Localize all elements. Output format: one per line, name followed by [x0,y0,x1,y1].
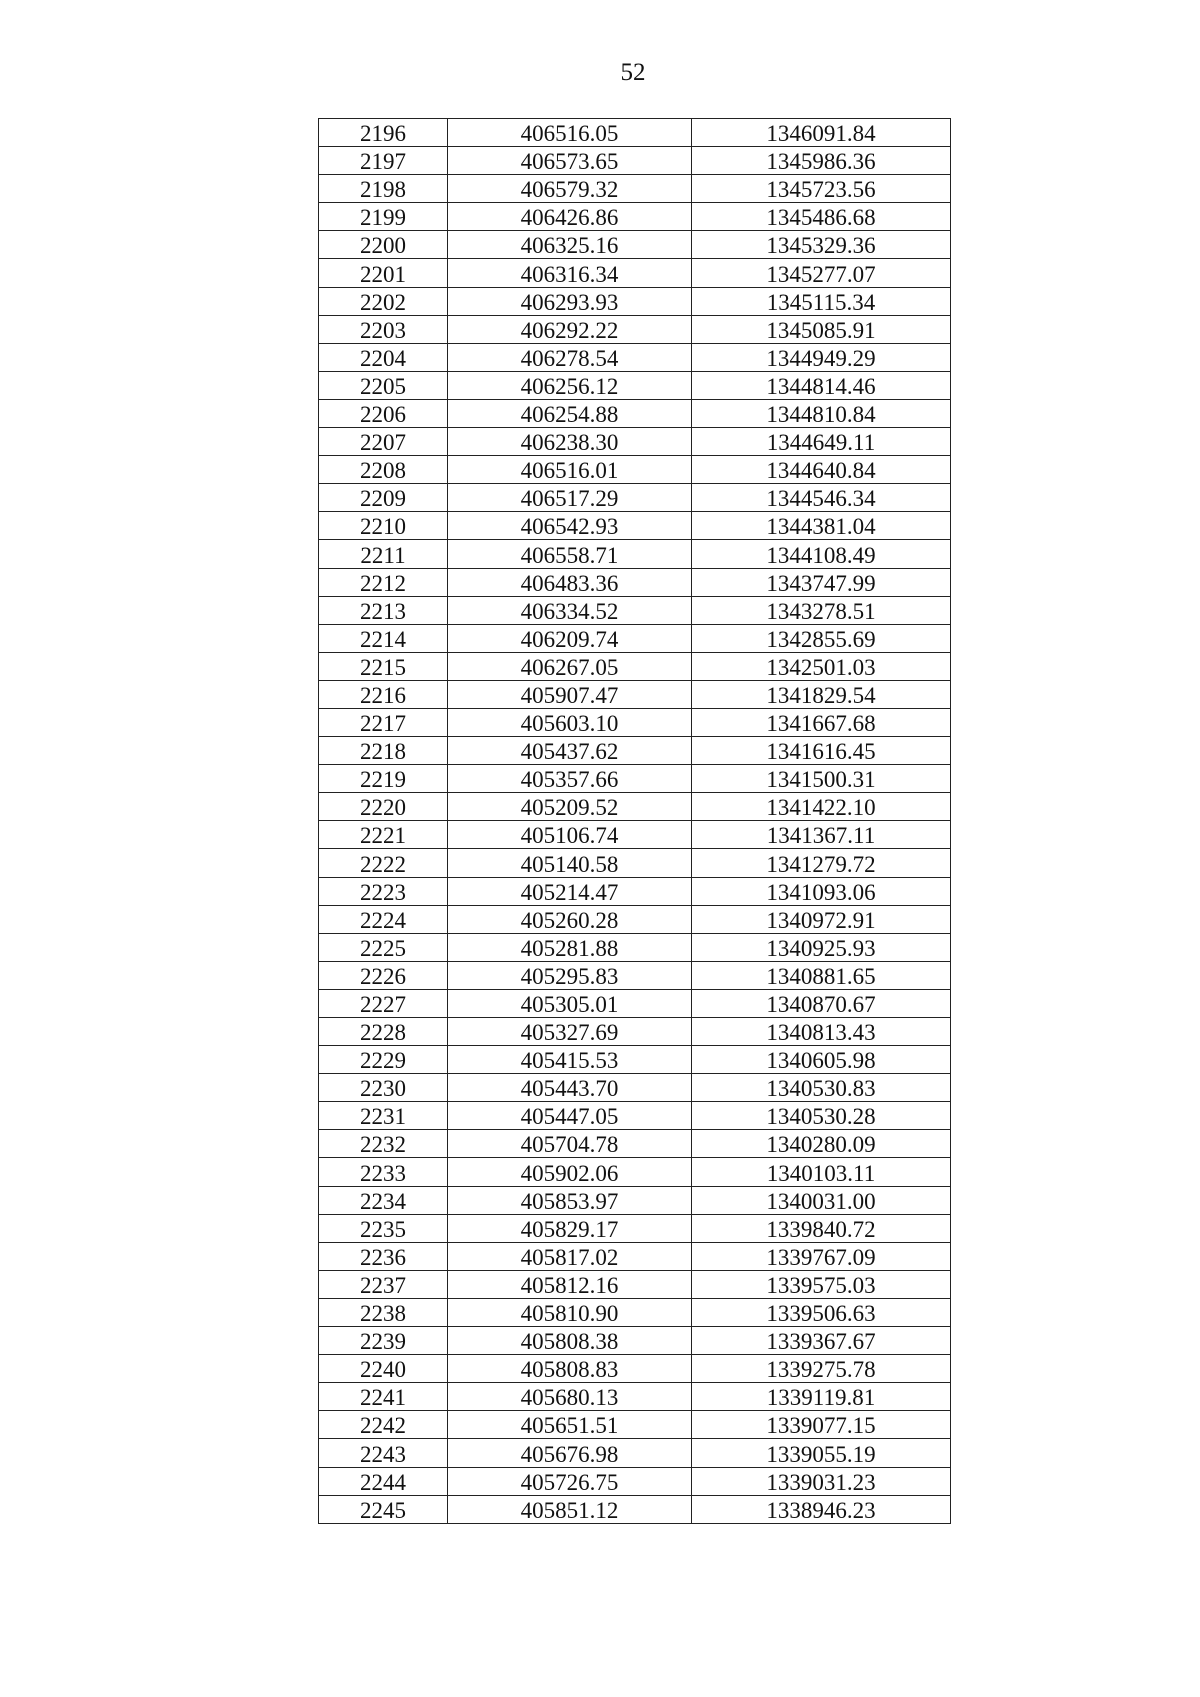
coordinates-table [318,118,951,1524]
x-coordinate-cell: 405447.05 [448,1102,692,1130]
y-coordinate-cell: 1341367.11 [692,821,951,849]
point-number-cell: 2218 [319,737,448,765]
x-coordinate-cell: 406517.29 [448,484,692,512]
y-coordinate-cell: 1339840.72 [692,1214,951,1242]
point-number-cell: 2222 [319,849,448,877]
table-row [319,905,951,933]
x-coordinate-cell: 405817.02 [448,1242,692,1270]
x-coordinate-cell: 405907.47 [448,680,692,708]
y-coordinate-cell: 1344546.34 [692,484,951,512]
x-coordinate-cell: 406267.05 [448,652,692,680]
table-row [319,1102,951,1130]
x-coordinate-cell: 405851.12 [448,1495,692,1523]
y-coordinate-cell: 1345329.36 [692,231,951,259]
y-coordinate-cell: 1339055.19 [692,1439,951,1467]
x-coordinate-cell: 406426.86 [448,203,692,231]
point-number-cell: 2204 [319,343,448,371]
point-number-cell: 2231 [319,1102,448,1130]
x-coordinate-cell: 405295.83 [448,961,692,989]
x-coordinate-cell: 405260.28 [448,905,692,933]
table-row [319,849,951,877]
table-row [319,1214,951,1242]
table-row [319,1074,951,1102]
y-coordinate-cell: 1340870.67 [692,989,951,1017]
point-number-cell: 2238 [319,1298,448,1326]
point-number-cell: 2232 [319,1130,448,1158]
table-row [319,119,951,147]
point-number-cell: 2239 [319,1327,448,1355]
table-row [319,1046,951,1074]
page-number: 52 [620,59,646,86]
x-coordinate-cell: 405106.74 [448,821,692,849]
point-number-cell: 2233 [319,1158,448,1186]
table-row [319,652,951,680]
table-row [319,821,951,849]
point-number-cell: 2213 [319,596,448,624]
x-coordinate-cell: 405651.51 [448,1411,692,1439]
y-coordinate-cell: 1340280.09 [692,1130,951,1158]
y-coordinate-cell: 1340103.11 [692,1158,951,1186]
y-coordinate-cell: 1339575.03 [692,1270,951,1298]
point-number-cell: 2206 [319,399,448,427]
point-number-cell: 2209 [319,484,448,512]
y-coordinate-cell: 1345986.36 [692,147,951,175]
y-coordinate-cell: 1344640.84 [692,456,951,484]
table-row [319,456,951,484]
y-coordinate-cell: 1339506.63 [692,1298,951,1326]
x-coordinate-cell: 405812.16 [448,1270,692,1298]
y-coordinate-cell: 1341093.06 [692,877,951,905]
x-coordinate-cell: 406579.32 [448,175,692,203]
table-row [319,1327,951,1355]
point-number-cell: 2200 [319,231,448,259]
point-number-cell: 2225 [319,933,448,961]
table-row [319,1495,951,1523]
table-row [319,737,951,765]
point-number-cell: 2216 [319,680,448,708]
point-number-cell: 2207 [319,428,448,456]
point-number-cell: 2196 [319,119,448,147]
x-coordinate-cell: 405415.53 [448,1046,692,1074]
table-row [319,1439,951,1467]
x-coordinate-cell: 405808.38 [448,1327,692,1355]
y-coordinate-cell: 1344814.46 [692,371,951,399]
y-coordinate-cell: 1343747.99 [692,568,951,596]
table-row [319,568,951,596]
table-row [319,315,951,343]
table-row [319,961,951,989]
point-number-cell: 2245 [319,1495,448,1523]
x-coordinate-cell: 405902.06 [448,1158,692,1186]
table-row [319,484,951,512]
point-number-cell: 2215 [319,652,448,680]
table-row [319,231,951,259]
point-number-cell: 2244 [319,1467,448,1495]
table-row [319,1158,951,1186]
point-number-cell: 2224 [319,905,448,933]
x-coordinate-cell: 406516.01 [448,456,692,484]
y-coordinate-cell: 1345277.07 [692,259,951,287]
x-coordinate-cell: 405281.88 [448,933,692,961]
x-coordinate-cell: 406542.93 [448,512,692,540]
point-number-cell: 2230 [319,1074,448,1102]
point-number-cell: 2223 [319,877,448,905]
x-coordinate-cell: 405327.69 [448,1018,692,1046]
x-coordinate-cell: 406292.22 [448,315,692,343]
y-coordinate-cell: 1340530.28 [692,1102,951,1130]
point-number-cell: 2226 [319,961,448,989]
y-coordinate-cell: 1340031.00 [692,1186,951,1214]
table-row [319,1186,951,1214]
y-coordinate-cell: 1340530.83 [692,1074,951,1102]
x-coordinate-cell: 406325.16 [448,231,692,259]
point-number-cell: 2208 [319,456,448,484]
point-number-cell: 2202 [319,287,448,315]
table-row [319,1355,951,1383]
point-number-cell: 2242 [319,1411,448,1439]
table-row [319,765,951,793]
table-row [319,708,951,736]
x-coordinate-cell: 405808.83 [448,1355,692,1383]
y-coordinate-cell: 1339767.09 [692,1242,951,1270]
y-coordinate-cell: 1339275.78 [692,1355,951,1383]
table-row [319,793,951,821]
x-coordinate-cell: 406316.34 [448,259,692,287]
point-number-cell: 2236 [319,1242,448,1270]
table-row [319,877,951,905]
x-coordinate-cell: 405357.66 [448,765,692,793]
point-number-cell: 2210 [319,512,448,540]
x-coordinate-cell: 405214.47 [448,877,692,905]
x-coordinate-cell: 405140.58 [448,849,692,877]
y-coordinate-cell: 1344649.11 [692,428,951,456]
x-coordinate-cell: 405676.98 [448,1439,692,1467]
point-number-cell: 2229 [319,1046,448,1074]
x-coordinate-cell: 405726.75 [448,1467,692,1495]
x-coordinate-cell: 406483.36 [448,568,692,596]
y-coordinate-cell: 1345723.56 [692,175,951,203]
point-number-cell: 2240 [319,1355,448,1383]
y-coordinate-cell: 1345085.91 [692,315,951,343]
x-coordinate-cell: 406334.52 [448,596,692,624]
point-number-cell: 2205 [319,371,448,399]
table-row [319,1242,951,1270]
point-number-cell: 2243 [319,1439,448,1467]
point-number-cell: 2234 [319,1186,448,1214]
table-row [319,1298,951,1326]
table-row [319,343,951,371]
y-coordinate-cell: 1343278.51 [692,596,951,624]
table-row [319,596,951,624]
point-number-cell: 2220 [319,793,448,821]
y-coordinate-cell: 1341279.72 [692,849,951,877]
point-number-cell: 2212 [319,568,448,596]
table-row [319,933,951,961]
y-coordinate-cell: 1339367.67 [692,1327,951,1355]
y-coordinate-cell: 1339119.81 [692,1383,951,1411]
x-coordinate-cell: 405853.97 [448,1186,692,1214]
table-row [319,1130,951,1158]
x-coordinate-cell: 406278.54 [448,343,692,371]
y-coordinate-cell: 1342855.69 [692,624,951,652]
point-number-cell: 2227 [319,989,448,1017]
table-row [319,203,951,231]
x-coordinate-cell: 406254.88 [448,399,692,427]
point-number-cell: 2211 [319,540,448,568]
y-coordinate-cell: 1344108.49 [692,540,951,568]
table-row [319,371,951,399]
x-coordinate-cell: 405443.70 [448,1074,692,1102]
y-coordinate-cell: 1340925.93 [692,933,951,961]
table-row [319,989,951,1017]
table-row [319,1018,951,1046]
y-coordinate-cell: 1342501.03 [692,652,951,680]
y-coordinate-cell: 1341422.10 [692,793,951,821]
point-number-cell: 2197 [319,147,448,175]
x-coordinate-cell: 406256.12 [448,371,692,399]
x-coordinate-cell: 406238.30 [448,428,692,456]
y-coordinate-cell: 1340972.91 [692,905,951,933]
table-row [319,147,951,175]
table-row [319,287,951,315]
x-coordinate-cell: 406516.05 [448,119,692,147]
y-coordinate-cell: 1344949.29 [692,343,951,371]
y-coordinate-cell: 1338946.23 [692,1495,951,1523]
y-coordinate-cell: 1344381.04 [692,512,951,540]
x-coordinate-cell: 406209.74 [448,624,692,652]
x-coordinate-cell: 405829.17 [448,1214,692,1242]
table-row [319,512,951,540]
point-number-cell: 2203 [319,315,448,343]
point-number-cell: 2228 [319,1018,448,1046]
x-coordinate-cell: 405810.90 [448,1298,692,1326]
point-number-cell: 2199 [319,203,448,231]
y-coordinate-cell: 1339031.23 [692,1467,951,1495]
x-coordinate-cell: 405437.62 [448,737,692,765]
x-coordinate-cell: 406573.65 [448,147,692,175]
point-number-cell: 2241 [319,1383,448,1411]
table-row [319,259,951,287]
table-row [319,1467,951,1495]
table-row [319,624,951,652]
y-coordinate-cell: 1341829.54 [692,680,951,708]
table-row [319,680,951,708]
x-coordinate-cell: 405704.78 [448,1130,692,1158]
point-number-cell: 2221 [319,821,448,849]
x-coordinate-cell: 405209.52 [448,793,692,821]
point-number-cell: 2217 [319,708,448,736]
table-row [319,428,951,456]
point-number-cell: 2219 [319,765,448,793]
y-coordinate-cell: 1340605.98 [692,1046,951,1074]
table-row [319,175,951,203]
x-coordinate-cell: 405603.10 [448,708,692,736]
y-coordinate-cell: 1346091.84 [692,119,951,147]
y-coordinate-cell: 1341500.31 [692,765,951,793]
y-coordinate-cell: 1344810.84 [692,399,951,427]
x-coordinate-cell: 406293.93 [448,287,692,315]
point-number-cell: 2237 [319,1270,448,1298]
table-row [319,399,951,427]
point-number-cell: 2198 [319,175,448,203]
coordinates-table-body [319,119,951,1524]
x-coordinate-cell: 405305.01 [448,989,692,1017]
y-coordinate-cell: 1339077.15 [692,1411,951,1439]
y-coordinate-cell: 1345486.68 [692,203,951,231]
y-coordinate-cell: 1341667.68 [692,708,951,736]
table-row [319,540,951,568]
point-number-cell: 2235 [319,1214,448,1242]
point-number-cell: 2201 [319,259,448,287]
table-row [319,1383,951,1411]
x-coordinate-cell: 406558.71 [448,540,692,568]
x-coordinate-cell: 405680.13 [448,1383,692,1411]
point-number-cell: 2214 [319,624,448,652]
table-row [319,1270,951,1298]
y-coordinate-cell: 1345115.34 [692,287,951,315]
y-coordinate-cell: 1340881.65 [692,961,951,989]
table-row [319,1411,951,1439]
y-coordinate-cell: 1340813.43 [692,1018,951,1046]
y-coordinate-cell: 1341616.45 [692,737,951,765]
